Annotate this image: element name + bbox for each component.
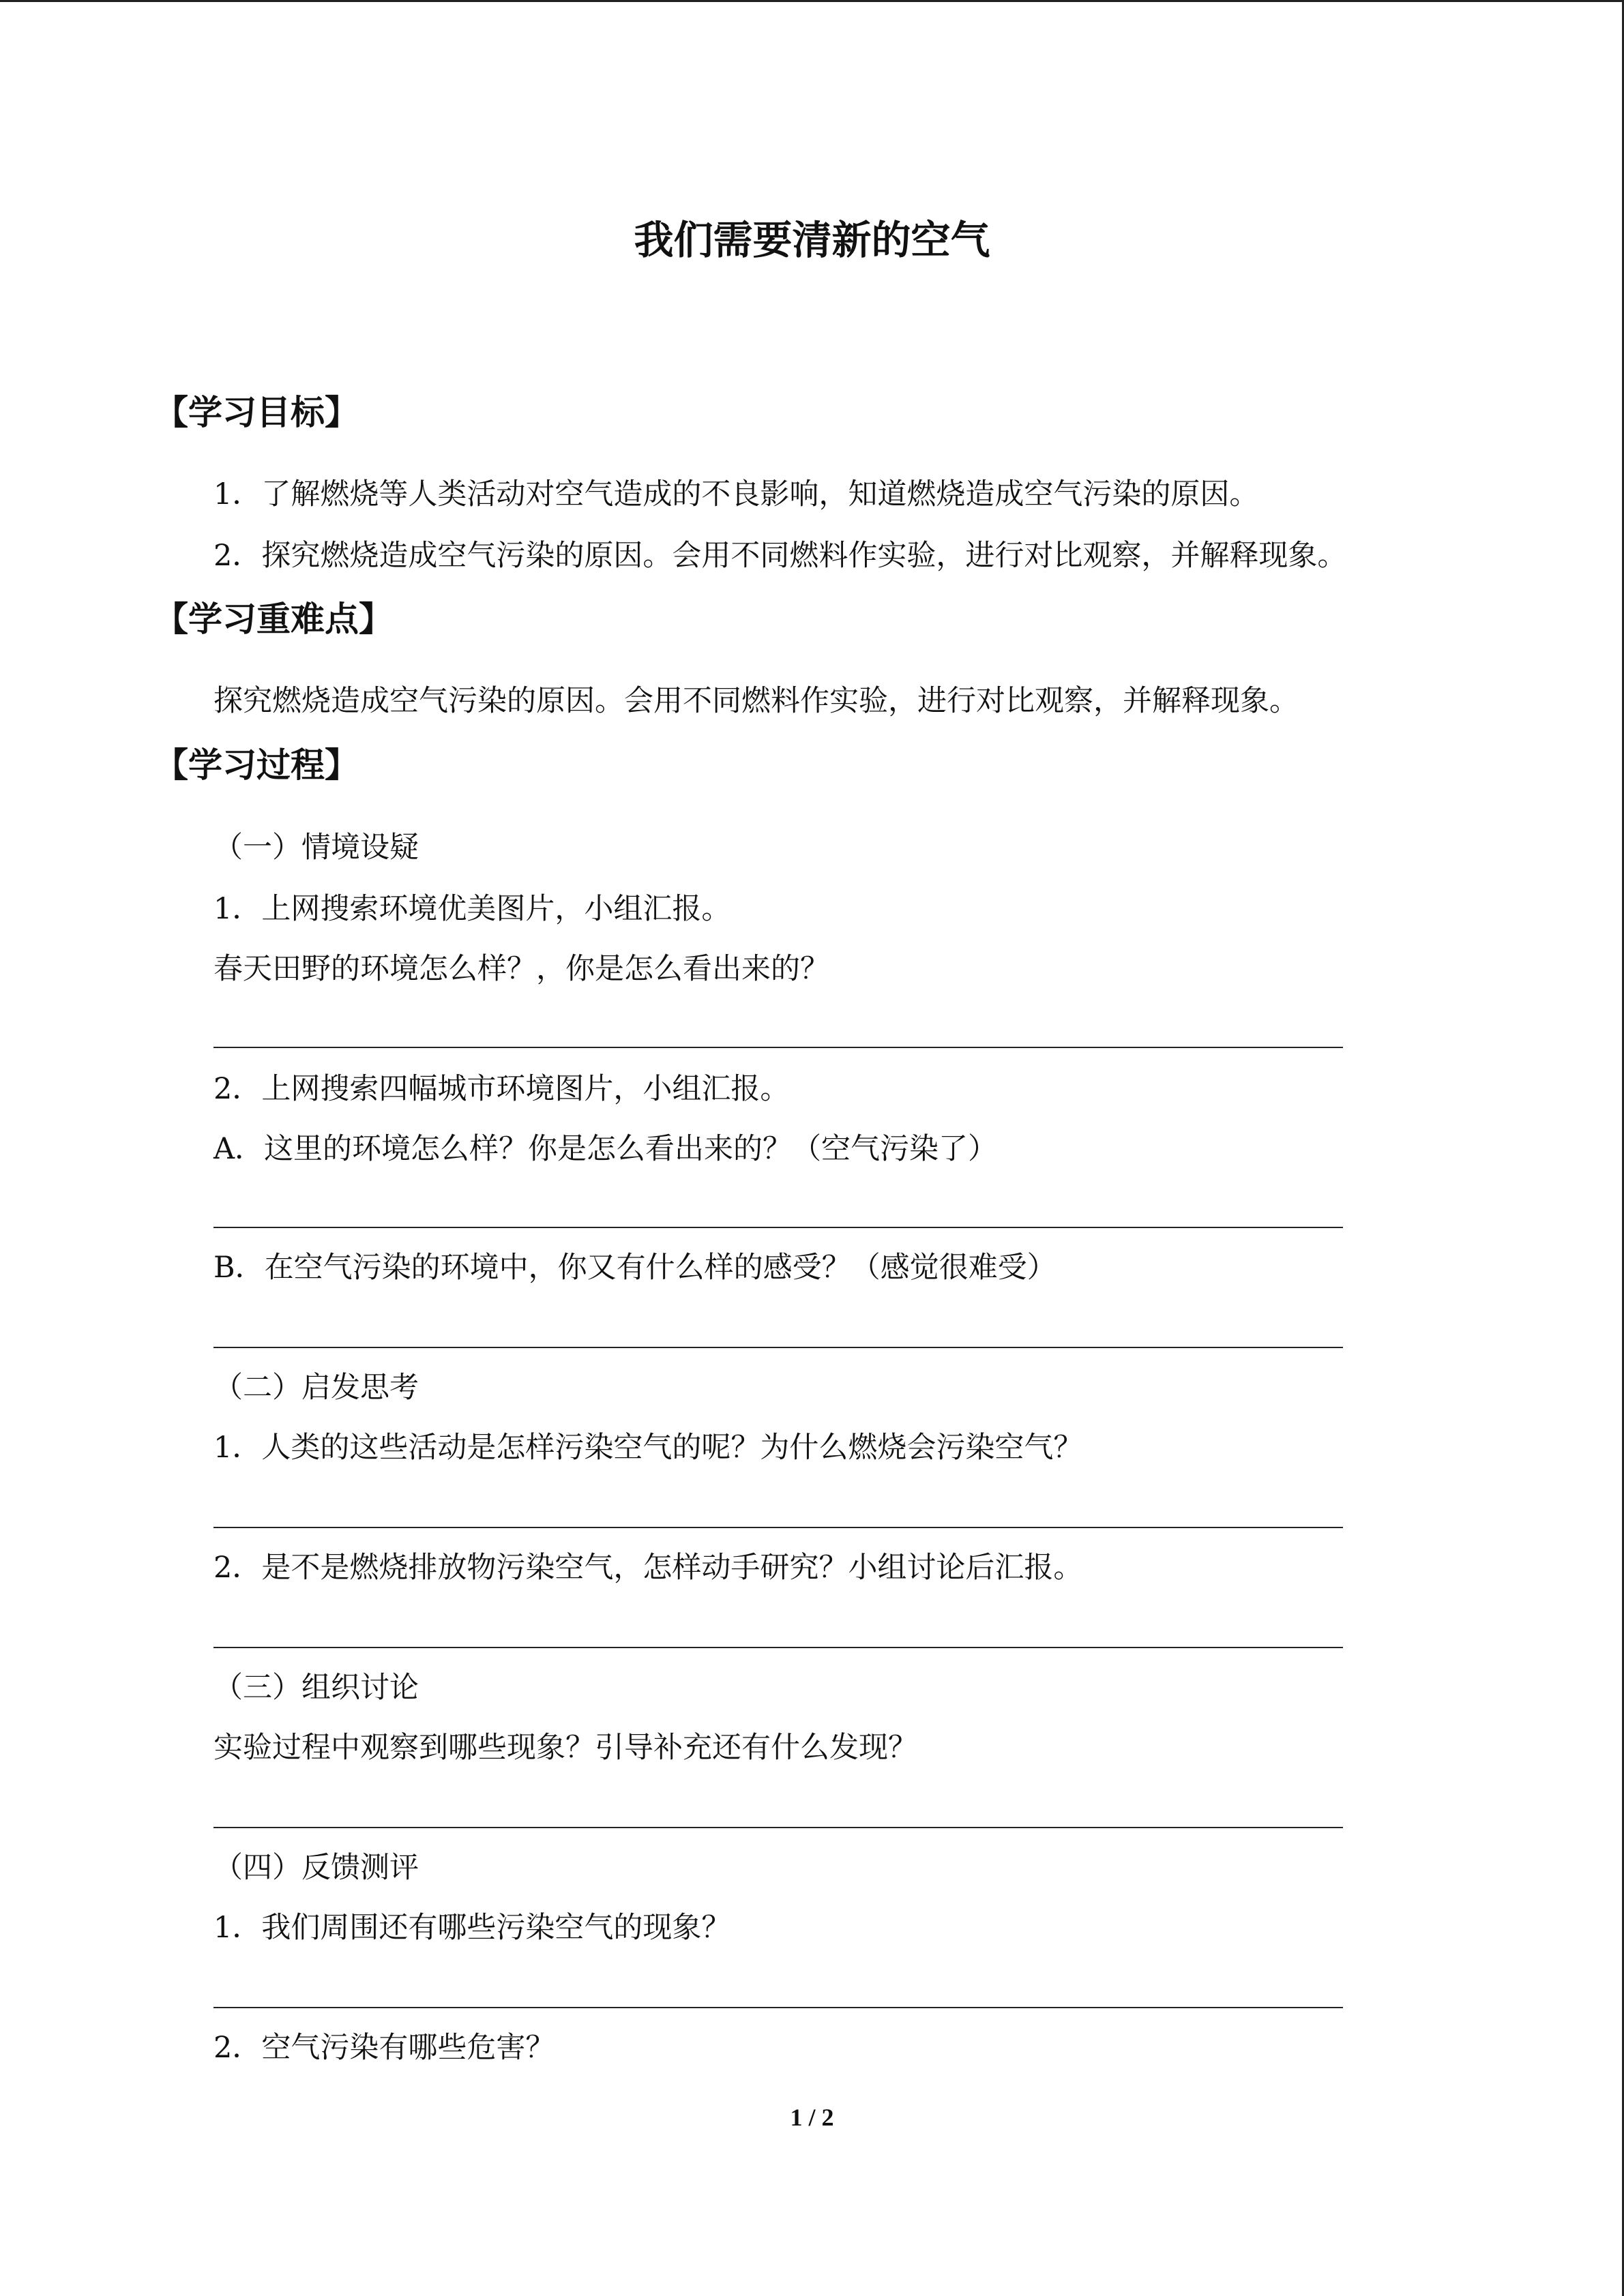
goal-item-1: 1．了解燃烧等人类活动对空气造成的不良影响，知道燃烧造成空气污染的原因。 [213, 477, 1259, 511]
key-points-text: 探究燃烧造成空气污染的原因。会用不同燃料作实验，进行对比观察，并解释现象。 [213, 684, 1299, 718]
part2-title: （二）启发思考 [213, 1371, 419, 1405]
page-top-border [0, 0, 1624, 2]
document-title: 我们需要清新的空气 [634, 217, 990, 263]
goal-item-2: 2．探究燃烧造成空气污染的原因。会用不同燃料作实验，进行对比观察，并解释现象。 [213, 539, 1347, 573]
answer-line [213, 1827, 1343, 1828]
part4-question-2: 2．空气污染有哪些危害？ [213, 2031, 555, 2065]
part4-question-1: 1．我们周围还有哪些污染空气的现象？ [213, 1911, 731, 1945]
part1-question-2: 2．上网搜索四幅城市环境图片，小组汇报。 [213, 1072, 790, 1106]
answer-line [213, 1527, 1343, 1528]
page-number: 1 / 2 [790, 2104, 834, 2131]
part2-question-1: 1．人类的这些活动是怎样污染空气的呢？为什么燃烧会污染空气？ [213, 1431, 1083, 1465]
part1-question-1: 1．上网搜索环境优美图片，小组汇报。 [213, 892, 731, 926]
answer-line [213, 1647, 1343, 1648]
heading-learning-process: 【学习过程】 [154, 745, 359, 785]
answer-line [213, 1347, 1343, 1348]
answer-line [213, 2007, 1343, 2008]
part3-title: （三）组织讨论 [213, 1671, 419, 1705]
part1-question-2-b: B．在空气污染的环境中，你又有什么样的感受？（感觉很难受） [213, 1251, 1057, 1285]
heading-key-points: 【学习重难点】 [154, 599, 393, 639]
part1-question-2-a: A．这里的环境怎么样？你是怎么看出来的？（空气污染了） [213, 1132, 998, 1166]
part2-question-2: 2．是不是燃烧排放物污染空气，怎样动手研究？小组讨论后汇报。 [213, 1551, 1083, 1585]
part3-question-1: 实验过程中观察到哪些现象？引导补充还有什么发现？ [213, 1731, 917, 1765]
answer-line [213, 1047, 1343, 1048]
heading-learning-goals: 【学习目标】 [154, 393, 359, 432]
answer-line [213, 1227, 1343, 1228]
part1-question-1-sub: 春天田野的环境怎么样？，你是怎么看出来的？ [213, 952, 829, 986]
part1-title: （一）情境设疑 [213, 831, 419, 865]
part4-title: （四）反馈测评 [213, 1851, 419, 1885]
